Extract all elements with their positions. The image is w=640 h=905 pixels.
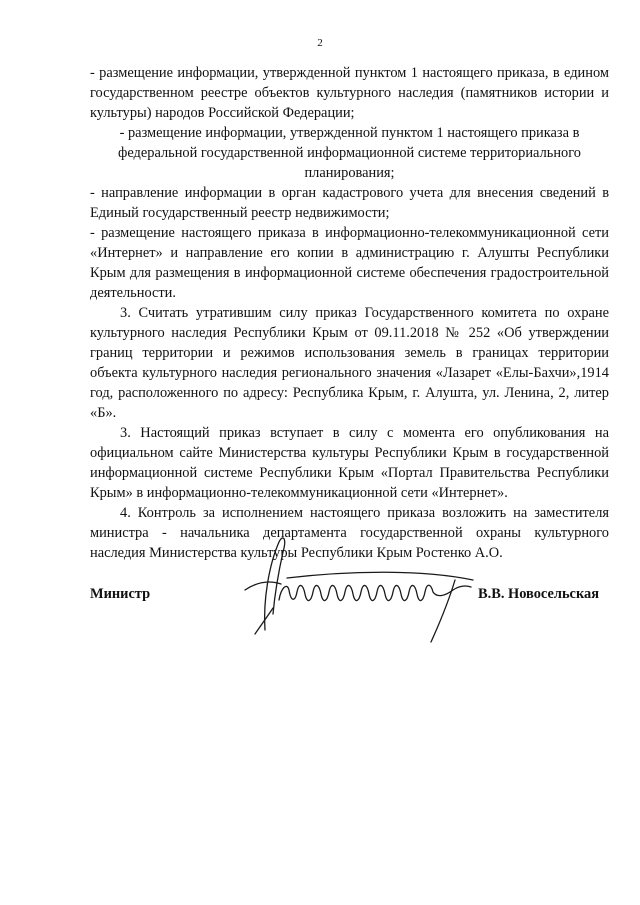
- signer-title: Министр: [90, 586, 151, 602]
- numbered-paragraph: 4. Контроль за исполнением настоящего приказа возложить на заместителя министра - начальника департамента государственной охраны культурного наследия Министерства культуры Республики Крым Ростенко А.О.: [90, 505, 609, 561]
- signer-name: В.В. Новосельская: [478, 586, 599, 602]
- handwritten-signature: [235, 530, 480, 650]
- bullet-paragraph: - размещение информации, утвержденной пунктом 1 настоящего приказа в федеральной государственной информационной системе территориального планирования;: [118, 125, 581, 181]
- bullet-paragraph: - размещение информации, утвержденной пунктом 1 настоящего приказа, в едином государственном реестре объектов культурного наследия (памятников истории и культуры) народов Российской Федерации;: [90, 65, 609, 121]
- numbered-paragraph: 3. Настоящий приказ вступает в силу с момента его опубликования на официальном сайте Министерства культуры Республики Крым в государственной информационной системе Республики Крым «Портал Правительства Республики Крым» в информационно-телекоммуникационной сети «Интернет».: [90, 425, 609, 501]
- page-number: 2: [317, 37, 323, 49]
- document-body: [90, 63, 609, 563]
- bullet-paragraph: - направление информации в орган кадастрового учета для внесения сведений в Единый государственный реестр недвижимости;: [90, 185, 609, 221]
- signature-block: [90, 530, 609, 660]
- numbered-paragraph: 3. Считать утратившим силу приказ Государственного комитета по охране культурного наследия Республики Крым от 09.11.2018 № 252 «Об утверждении границ территории и режимов использования земель в границах территории объекта культурного наследия регионального значения «Лазарет «Елы-Бахчи»,1914 год, расположенного по адресу: Республика Крым, г. Алушта, ул. Ленина, 2, литер «Б».: [90, 305, 609, 421]
- bullet-paragraph: - размещение настоящего приказа в информационно-телекоммуникационной сети «Интернет» и направление его копии в администрацию г. Алушты Республики Крым для размещения в информационной системе обеспечения градостроительной деятельности.: [90, 225, 609, 301]
